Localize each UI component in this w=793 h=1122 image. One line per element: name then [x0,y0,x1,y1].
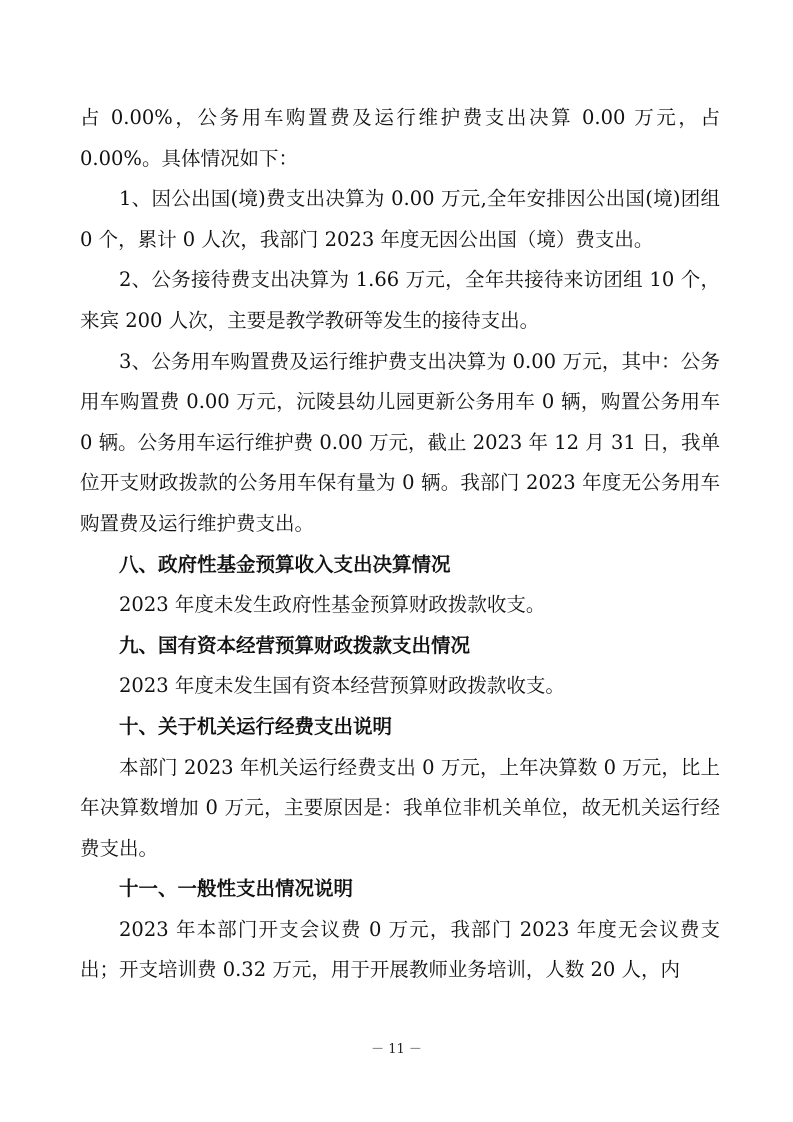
paragraph-state-capital: 2023 年度未发生国有资本经营预算财政拨款收支。 [119,674,565,698]
paragraph-operating-expense: 本部门 2023 年机关运行经费支出 0 万元，上年决算数 0 万元，比上年决算数增加 0 万元，主要原因是：我单位非机关单位，故无机关运行经费支出。 [80,755,720,860]
paragraph-vehicle-expense: 3、公务用车购置费及运行维护费支出决算为 0.00 万元，其中：公务用车购置费 0.00 万元，沅陵县幼儿园更新公务用车 0 辆，购置公务用车 0 辆。公务用车运行维护费 0.00 万元，截止 2023 年 12 月 31 日，我单位开支财政拨款的公务用车保有量为 0 辆。我部门 2023 年度无公务用车购置费及运行维护费支出。 [80,349,720,535]
paragraph-government-fund: 2023 年度未发生政府性基金预算财政拨款收支。 [119,593,546,617]
section-heading-8: 八、政府性基金预算收入支出决算情况 [119,552,451,576]
page-number: － 11 － [371,1042,422,1057]
section-heading-11: 十一、一般性支出情况说明 [119,877,354,901]
paragraph-general-expense: 2023 年本部门开支会议费 0 万元，我部门 2023 年度无会议费支出；开支培训费 0.32 万元，用于开展教师业务培训，人数 20 人，内 [80,917,720,982]
document-body [80,98,720,991]
section-heading-9: 九、国有资本经营预算财政拨款支出情况 [119,633,471,657]
paragraph-reception-expense: 2、公务接待费支出决算为 1.66 万元，全年共接待来访团组 10 个，来宾 200 人次，主要是教学教研等发生的接待支出。 [80,268,720,332]
paragraph-continued: 占 0.00%，公务用车购置费及运行维护费支出决算 0.00 万元，占 0.00%。具体情况如下： [80,106,720,170]
section-heading-10: 十、关于机关运行经费支出说明 [119,714,393,738]
paragraph-overseas-expense: 1、因公出国(境)费支出决算为 0.00 万元,全年安排因公出国(境)团组 0 个，累计 0 人次，我部门 2023 年度无因公出国（境）费支出。 [80,187,720,251]
